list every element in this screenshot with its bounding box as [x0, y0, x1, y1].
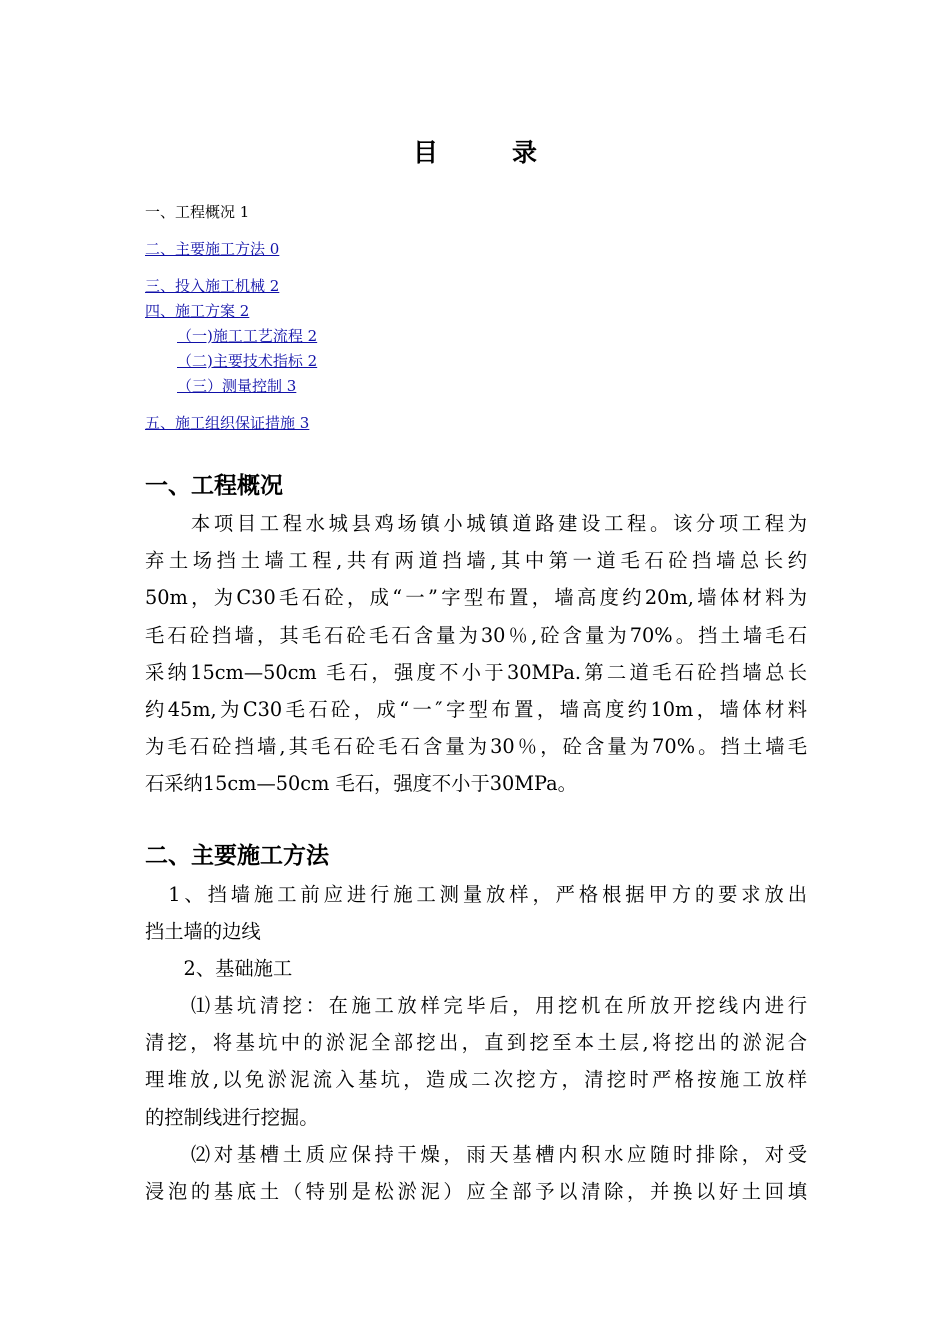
toc-title	[0, 133, 950, 169]
text-line: 清挖，将基坑中的淤泥全部挖出，直到挖至本土层,将挖出的淤泥合	[145, 1031, 807, 1055]
toc-item-process-flow[interactable]: （一)施工工艺流程 2	[177, 327, 318, 345]
toc-item-methods[interactable]: 二、主要施工方法 0	[145, 240, 280, 258]
text-line: 挡土墙的边线	[145, 920, 261, 944]
toc-title-left: 目	[412, 138, 438, 167]
text-line: 弃土场挡土墙工程,共有两道挡墙,其中第一道毛石砼挡墙总长约	[145, 549, 807, 573]
text-line: 理堆放,以免淤泥流入基坑，造成二次挖方，清挖时严格按施工放样	[145, 1068, 807, 1092]
toc-item-overview[interactable]: 一、工程概况 1	[145, 203, 250, 221]
text-line: 约45m,为C30毛石砼，成“一″字型布置，墙高度约10m，墙体材料	[145, 697, 807, 721]
methods-paragraph-4	[145, 1136, 807, 1210]
toc-item-organization[interactable]: 五、施工组织保证措施 3	[145, 414, 310, 432]
text-line: 毛石砼挡墙，其毛石砼毛石含量为30％,砼含量为70%。挡土墙毛石	[145, 623, 807, 647]
text-line: 采纳15cm—50cm 毛石，强度不小于30MPa.第二道毛石砼挡墙总长	[145, 660, 807, 684]
text-line: 2、基础施工	[145, 957, 293, 980]
toc-item-tech-indicators[interactable]: （二)主要技术指标 2	[177, 352, 318, 370]
toc-item-plan[interactable]: 四、施工方案 2	[145, 302, 250, 320]
text-line: 本项目工程水城县鸡场镇小城镇道路建设工程。该分项工程为	[145, 512, 807, 535]
text-line: ⑴基坑清挖：在施工放样完毕后，用挖机在所放开挖线内进行	[145, 994, 807, 1017]
text-line: 浸泡的基底土（特别是松淤泥）应全部予以清除，并换以好土回填	[145, 1180, 807, 1204]
methods-paragraph-3	[145, 987, 807, 1136]
text-line: 为毛石砼挡墙,其毛石砼毛石含量为30％，砼含量为70%。挡土墙毛	[145, 735, 807, 759]
text-line: 石采纳15cm—50cm 毛石，强度不小于30MPa。	[145, 772, 577, 796]
toc-item-machinery[interactable]: 三、投入施工机械 2	[145, 277, 280, 295]
text-line: 1、挡墙施工前应进行施工测量放样，严格根据甲方的要求放出	[145, 883, 807, 906]
section-heading-overview: 一、工程概况	[145, 472, 283, 499]
text-line: 50m，为C30毛石砼，成“一”字型布置，墙高度约20m,墙体材料为	[145, 586, 807, 610]
toc-item-survey-control[interactable]: （三）测量控制 3	[177, 377, 297, 395]
text-line: ⑵对基槽土质应保持干燥，雨天基槽内积水应随时排除，对受	[145, 1143, 807, 1166]
methods-paragraph-1	[145, 876, 807, 950]
overview-paragraph	[145, 505, 807, 803]
methods-paragraph-2	[145, 950, 807, 987]
toc-title-right: 录	[512, 138, 538, 167]
section-heading-methods: 二、主要施工方法	[145, 842, 329, 869]
text-line: 的控制线进行挖掘。	[145, 1105, 319, 1129]
